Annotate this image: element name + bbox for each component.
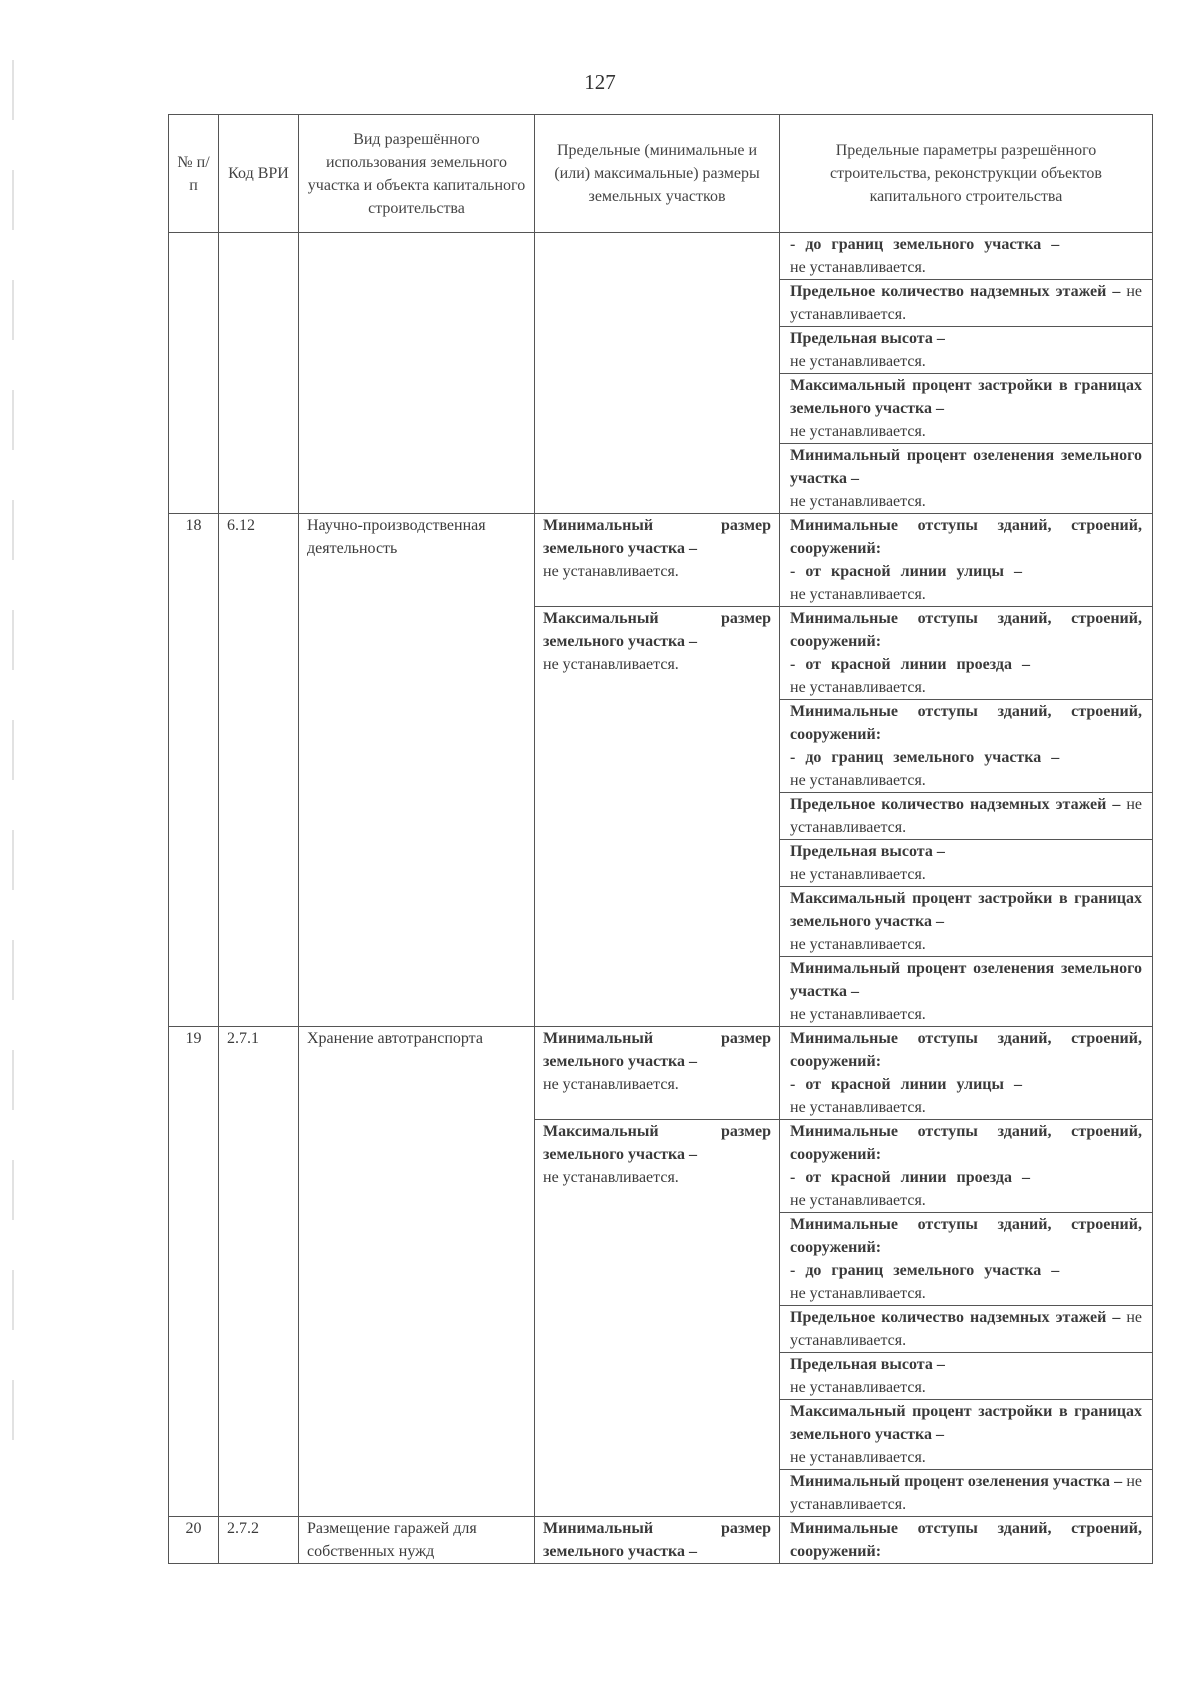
- param-cell: [780, 444, 1153, 514]
- row-use-name: Хранение автотранспорта: [299, 1027, 535, 1517]
- min-size-lead: Минимальный размер земельного участка –: [543, 1520, 771, 1560]
- param-lead: Предельное количество надземных этажей –: [790, 1309, 1121, 1326]
- param-lead: Предельное количество надземных этажей –: [790, 283, 1121, 300]
- param-cell: [780, 607, 1153, 700]
- cell-code-empty: [219, 233, 299, 514]
- max-size-rest: не устанавливается.: [543, 656, 679, 673]
- param-cell: [780, 233, 1153, 280]
- row-number: 18: [169, 514, 219, 1027]
- row-code: 2.7.2: [219, 1517, 299, 1564]
- param-lead: Максимальный процент застройки в границах земельного участка –: [790, 1403, 1142, 1443]
- param-cell: [780, 957, 1153, 1027]
- table-row-continuation: [169, 233, 1153, 280]
- param-rest: не устанавливается.: [790, 1473, 1142, 1513]
- param-lead: Предельная высота –: [790, 843, 945, 860]
- param-cell: [780, 700, 1153, 793]
- param-cell: [780, 327, 1153, 374]
- param-lead: Минимальные отступы зданий, строений, сооружений:: [790, 1216, 1142, 1256]
- param-sub: - до границ земельного участка –: [790, 1262, 1060, 1279]
- param-sub: - от красной линии проезда –: [790, 656, 1030, 673]
- land-use-regulations-table: [168, 114, 1153, 1564]
- scan-margin-marks: [12, 60, 14, 1460]
- header-size: Предельные (минимальные и (или) максимальные) размеры земельных участков: [535, 115, 780, 233]
- min-size-lead: Минимальный размер земельного участка –: [543, 1030, 771, 1070]
- param-sub: - от красной линии проезда –: [790, 1169, 1030, 1186]
- param-cell: [780, 374, 1153, 444]
- param-rest: не устанавливается.: [790, 1192, 926, 1209]
- param-cell: [780, 1353, 1153, 1400]
- min-size-cell: [535, 1027, 780, 1120]
- min-size-rest: не устанавливается.: [543, 1076, 679, 1093]
- param-rest: не устанавливается.: [790, 936, 926, 953]
- param-rest: не устанавливается.: [790, 1309, 1142, 1349]
- param-cell: [780, 887, 1153, 957]
- param-rest: не устанавливается.: [790, 1379, 926, 1396]
- row-use-name: Размещение гаражей для собственных нужд: [299, 1517, 535, 1564]
- row-number: 19: [169, 1027, 219, 1517]
- max-size-rest: не устанавливается.: [543, 1169, 679, 1186]
- param-lead: Минимальные отступы зданий, строений, сооружений:: [790, 1123, 1142, 1163]
- max-size-cell: [535, 1120, 780, 1517]
- param-lead: Минимальный процент озеленения земельного участка –: [790, 960, 1142, 1000]
- param-cell: [780, 514, 1153, 607]
- param-rest: не устанавливается.: [790, 259, 926, 276]
- cell-name-empty: [299, 233, 535, 514]
- param-lead: Минимальные отступы зданий, строений, сооружений:: [790, 1520, 1142, 1560]
- header-code: Код ВРИ: [219, 115, 299, 233]
- param-lead: Максимальный процент застройки в границах земельного участка –: [790, 890, 1142, 930]
- param-cell: [780, 1517, 1153, 1564]
- cell-size-empty: [535, 233, 780, 514]
- max-size-lead: Максимальный размер земельного участка –: [543, 1123, 771, 1163]
- param-cell: [780, 1306, 1153, 1353]
- param-cell: [780, 1400, 1153, 1470]
- max-size-cell: [535, 607, 780, 1027]
- param-sub: - до границ земельного участка –: [790, 749, 1060, 766]
- param-sub: - от красной линии улицы –: [790, 563, 1022, 580]
- table-row-20: [169, 1517, 1153, 1564]
- min-size-cell: [535, 514, 780, 607]
- min-size-lead: Минимальный размер земельного участка –: [543, 517, 771, 557]
- page-number: 127: [584, 70, 616, 94]
- param-rest: не устанавливается.: [790, 1099, 926, 1116]
- min-size-rest: не устанавливается.: [543, 563, 679, 580]
- param-lead: Предельная высота –: [790, 1356, 945, 1373]
- param-rest: не устанавливается.: [790, 796, 1142, 836]
- param-cell: [780, 1120, 1153, 1213]
- param-rest: не устанавливается.: [790, 423, 926, 440]
- param-lead: Минимальный процент озеленения земельного участка –: [790, 447, 1142, 487]
- param-lead: Минимальные отступы зданий, строений, сооружений:: [790, 517, 1142, 557]
- cell-num-empty: [169, 233, 219, 514]
- param-lead: Предельная высота –: [790, 330, 945, 347]
- param-rest: не устанавливается.: [790, 772, 926, 789]
- header-params: Предельные параметры разрешённого строительства, реконструкции объектов капитального строительства: [780, 115, 1153, 233]
- param-cell: [780, 280, 1153, 327]
- param-sub: - до границ земельного участка –: [790, 236, 1060, 253]
- param-rest: не устанавливается.: [790, 353, 926, 370]
- param-rest: не устанавливается.: [790, 1006, 926, 1023]
- param-lead: Максимальный процент застройки в границах земельного участка –: [790, 377, 1142, 417]
- param-cell: [780, 840, 1153, 887]
- param-rest: не устанавливается.: [790, 283, 1142, 323]
- row-code: 6.12: [219, 514, 299, 1027]
- param-rest: не устанавливается.: [790, 866, 926, 883]
- param-cell: [780, 1027, 1153, 1120]
- header-num: № п/п: [169, 115, 219, 233]
- row-use-name: Научно-производственная деятельность: [299, 514, 535, 1027]
- max-size-lead: Максимальный размер земельного участка –: [543, 610, 771, 650]
- param-rest: не устанавливается.: [790, 1449, 926, 1466]
- param-rest: не устанавливается.: [790, 679, 926, 696]
- param-lead: Минимальные отступы зданий, строений, сооружений:: [790, 1030, 1142, 1070]
- table-header-row: [169, 115, 1153, 233]
- param-rest: не устанавливается.: [790, 1285, 926, 1302]
- param-cell: [780, 793, 1153, 840]
- table-row-18: [169, 514, 1153, 607]
- header-use: Вид разрешённого использования земельного участка и объекта капитального строительства: [299, 115, 535, 233]
- row-number: 20: [169, 1517, 219, 1564]
- param-lead: Минимальный процент озеленения участка –: [790, 1473, 1123, 1490]
- param-lead: Минимальные отступы зданий, строений, сооружений:: [790, 610, 1142, 650]
- param-rest: не устанавливается.: [790, 586, 926, 603]
- table-row-19: [169, 1027, 1153, 1120]
- param-cell: [780, 1213, 1153, 1306]
- param-lead: Предельное количество надземных этажей –: [790, 796, 1121, 813]
- param-lead: Минимальные отступы зданий, строений, сооружений:: [790, 703, 1142, 743]
- param-sub: - от красной линии улицы –: [790, 1076, 1022, 1093]
- param-cell: [780, 1470, 1153, 1517]
- param-rest: не устанавливается.: [790, 493, 926, 510]
- min-size-cell: [535, 1517, 780, 1564]
- row-code: 2.7.1: [219, 1027, 299, 1517]
